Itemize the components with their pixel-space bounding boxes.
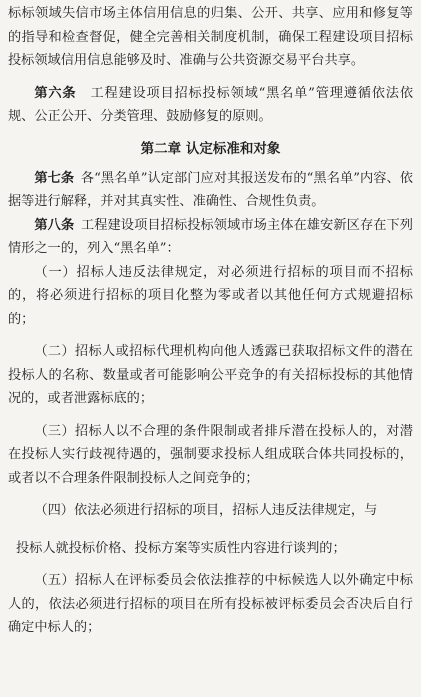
list-item-4: （四）依法必须进行招标的项目，招标人违反法律规定，与	[34, 503, 378, 518]
article-6-text: 工程建设项目招标投标领域“黑名单”管理遵循依法依规、公正公开、分类管理、鼓励修复的原则。	[8, 85, 414, 124]
article-6	[8, 82, 413, 129]
article-8-number: 第八条	[34, 217, 75, 233]
intro-continuation: 标标领域失信市场主体信用信息的归集、公开、共享、应用和修复等的指导和检查督促，健全完善相关制度机制，确保工程建设项目招标投标领域信用信息能够及时、准确与公共资源交易平台共享。	[8, 6, 413, 68]
chapter-2-title: 第二章 认定标准和对象	[140, 140, 281, 157]
article-7	[8, 167, 413, 214]
list-item-4-continued: 投标人就投标价格、投标方案等实质性内容进行谈判的；	[16, 540, 346, 556]
article-6-number: 第六条	[34, 85, 77, 101]
list-item-1: （一）招标人违反法律规定，对必须进行招标的项目而不招标的，将必须进行招标的项目化整为零或者以其他任何方式规避招标的；	[8, 264, 413, 327]
article-7-text: 各“黑名单”认定部门应对其报送发布的“黑名单”内容、依据等进行解释，并对其真实性、准确性、合规性负责。	[8, 170, 413, 209]
article-8	[8, 214, 413, 261]
article-8-text: 工程建设项目招标投标领域市场主体在雄安新区存在下列情形之一的，列入“黑名单”：	[8, 217, 413, 256]
list-item-2: （二）招标人或招标代理机构向他人透露已获取招标文件的潜在投标人的名称、数量或者可能影响公平竞争的有关招标投标的其他情况的，或者泄露标底的；	[8, 344, 413, 406]
list-item-3: （三）招标人以不合理的条件限制或者排斥潜在投标人的，对潜在投标人实行歧视待遇的，强制要求投标人组成联合体共同投标的，或者以不合理条件限制投标人之间竞争的；	[8, 423, 413, 486]
list-item-5: （五）招标人在评标委员会依法推荐的中标候选人以外确定中标人的，依法必须进行招标的项目在所有投标被评标委员会否决后自行确定中标人的；	[8, 573, 413, 635]
article-7-number: 第七条	[34, 170, 75, 186]
